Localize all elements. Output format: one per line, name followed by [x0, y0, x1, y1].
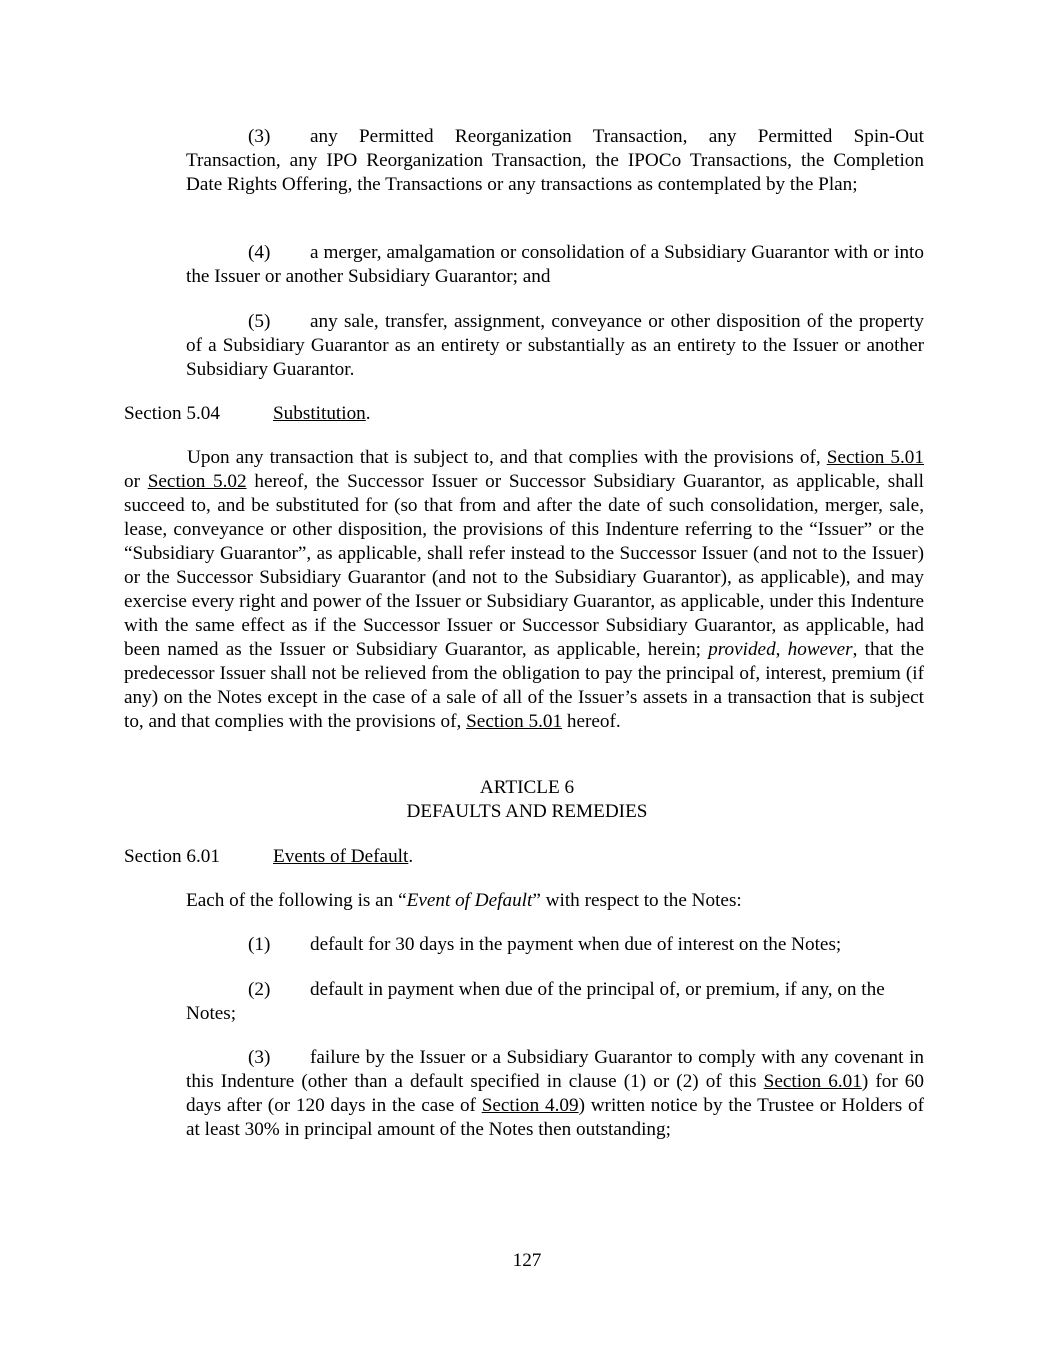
article-number: ARTICLE 6 — [479, 777, 575, 798]
title-punct: . — [408, 846, 414, 867]
clause-number: (4) — [248, 242, 271, 263]
defined-term: Event of Default — [406, 890, 533, 911]
body-text: ” with respect to the Notes: — [532, 890, 742, 911]
clause-text: failure by the Issuer or a Subsidiary Guarantor to comply with any covenant in this Indenture (other than a default specified in clause (1) or (2) of this — [186, 1047, 924, 1092]
clause-number: (1) — [248, 934, 271, 955]
body-text: Upon any transaction that is subject to, and that complies with the provisions of, — [187, 447, 827, 468]
clause-3-top — [186, 125, 924, 197]
body-text: , that the predecessor Issuer shall not be relieved from the obligation to pay the principal of, interest, premium (if any) on the Notes except in the case of a sale of all of the Issuer’s assets in a transaction that is subject to, and that complies with the provisions of, — [124, 639, 924, 732]
clause-text: a merger, amalgamation or consolidation of a Subsidiary Guarantor with or into the Issuer or another Subsidiary Guarantor; and — [186, 242, 924, 287]
default-clause-1 — [186, 933, 930, 957]
section-504-body — [124, 446, 924, 734]
body-text: or — [124, 471, 148, 492]
cross-ref-section-409[interactable]: Section 4.09 — [481, 1095, 579, 1116]
clause-number: (2) — [248, 979, 271, 1000]
clause-4-top — [186, 241, 924, 289]
italic-provided: provided — [708, 639, 776, 660]
body-text: , — [775, 639, 788, 660]
article-title: DEFAULTS AND REMEDIES — [406, 801, 648, 822]
article-heading — [124, 776, 930, 824]
body-text: hereof, the Successor Issuer or Successor Subsidiary Guarantor, as applicable, shall succeed to, and be substituted for (so that from and after the date of such consolidation, merger, sale, lease, conveyance or other disposition, the provisions of this Indenture referring to the “Issuer” or the “Subsidiary Guarantor”, as applicable, shall refer instead to the Successor Issuer (and not to the Issuer) or the Successor Subsidiary Guarantor (and not to the Subsidiary Guarantor), as applicable), and may exercise every right and power of the Issuer or Subsidiary Guarantor, as applicable, under this Indenture with the same effect as if the Successor Issuer or Successor Subsidiary Guarantor, as applicable, had been named as the Issuer or Subsidiary Guarantor, as applicable, herein; — [124, 471, 924, 660]
section-title: Events of Default — [273, 846, 409, 867]
clause-number: (3) — [248, 126, 271, 147]
title-punct: . — [365, 403, 371, 424]
clause-number: (5) — [248, 311, 271, 332]
cross-ref-section-501[interactable]: Section 5.01 — [826, 447, 924, 468]
section-number: Section 6.01 — [124, 846, 220, 867]
body-text: Each of the following is an “ — [186, 890, 407, 911]
default-clause-2 — [186, 978, 930, 1026]
clause-text: any sale, transfer, assignment, conveyance or other disposition of the property of a Subsidiary Guarantor as an entirety or substantially as an entirety to the Issuer or another Subsidiary Guarantor. — [186, 311, 924, 380]
section-title: Substitution — [273, 403, 366, 424]
page-number: 127 — [512, 1250, 542, 1271]
body-text: hereof. — [562, 711, 621, 732]
clause-text: default for 30 days in the payment when due of interest on the Notes; — [310, 934, 842, 955]
clause-text: any Permitted Reorganization Transaction, any Permitted Spin-Out Transaction, any IPO Reorganization Transaction, the IPOCo Transactions, the Completion Date Rights Offering, the Transactions or any transactions as contemplated by the Plan; — [186, 126, 924, 195]
section-601-intro — [186, 889, 930, 913]
section-number: Section 5.04 — [124, 403, 220, 424]
clause-text: default in payment when due of the principal of, or premium, if any, on the Notes; — [186, 979, 885, 1024]
cross-ref-section-501-b[interactable]: Section 5.01 — [466, 711, 563, 732]
section-601-heading — [124, 845, 924, 869]
section-504-heading — [124, 402, 924, 426]
clause-number: (3) — [248, 1047, 271, 1068]
clause-5-top — [186, 310, 924, 382]
italic-however: however — [787, 639, 853, 660]
cross-ref-section-601[interactable]: Section 6.01 — [763, 1071, 862, 1092]
clause-text: ) written notice by the Trustee or Holders of at least 30% in principal amount of the Notes then outstanding; — [186, 1095, 924, 1140]
clause-text: ) for 60 days after (or 120 days in the case of — [186, 1071, 924, 1116]
default-clause-3 — [186, 1046, 924, 1142]
cross-ref-section-502[interactable]: Section 5.02 — [147, 471, 247, 492]
